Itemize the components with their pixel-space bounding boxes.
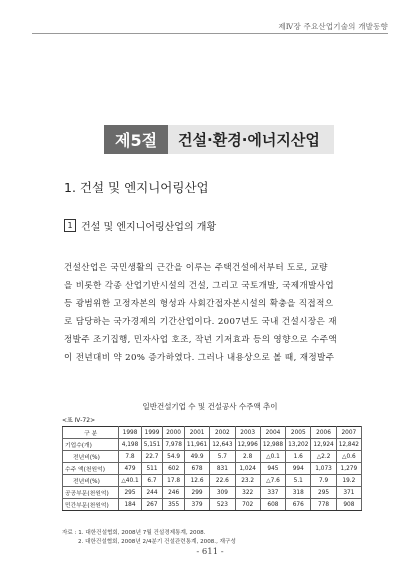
year-header: 2006: [311, 427, 336, 439]
table-cell: 11,961: [184, 439, 209, 451]
table-cell: 602: [163, 463, 185, 475]
table-cell: 5,151: [141, 439, 163, 451]
table-cell: △40.1: [119, 475, 141, 487]
table-cell: 4,198: [119, 439, 141, 451]
table-cell: △0.6: [336, 451, 361, 463]
year-header: 2005: [286, 427, 311, 439]
row-label: 민간부문(천원억): [63, 499, 119, 511]
table-cell: 267: [141, 499, 163, 511]
table-cell: 5.1: [286, 475, 311, 487]
body-line: 등 광범위한 고정자본의 형성과 사회간접자본시설의 확충을 직접적으: [64, 299, 334, 309]
table-cell: 12,842: [336, 439, 361, 451]
page-number: - 611 -: [196, 547, 224, 557]
row-label: 공공부문(천원억): [63, 487, 119, 499]
table-cell: 945: [260, 463, 285, 475]
source-line: 자료 : 1. 대한건설협회, 2008년 7월 건설경제통계, 2008.: [62, 530, 206, 536]
body-line: 로 담당하는 국가경제의 기간산업이다. 2007년도 국내 건설시장은 재: [64, 317, 337, 327]
year-header: 2007: [336, 427, 361, 439]
row-label: 수주 액(천원억): [63, 463, 119, 475]
table-cell: 299: [184, 487, 209, 499]
body-line: 정발주 조기집행, 민자사업 호조, 작년 기저효과 등의 영향으로 수주액: [64, 335, 338, 345]
table-cell: 1,279: [336, 463, 361, 475]
table-cell: 12,996: [235, 439, 260, 451]
year-header: 2004: [260, 427, 285, 439]
table-cell: 13,202: [286, 439, 311, 451]
table-cell: 778: [311, 499, 336, 511]
table-row: [63, 463, 362, 475]
source-line: 2. 대한건설협회, 2008년 2/4분기 건설관련통계, 2008., 재구성: [78, 539, 236, 545]
body-line: 을 비롯한 각종 산업기반시설의 건설, 그리고 국토개발, 국제개발사업: [64, 281, 334, 291]
table-cell: △2.2: [311, 451, 336, 463]
table-cell: 994: [286, 463, 311, 475]
table-cell: 479: [119, 463, 141, 475]
table-cell: 12,643: [210, 439, 235, 451]
body-paragraph: [64, 259, 364, 367]
table-cell: 1,073: [311, 463, 336, 475]
body-line: 이 전년대비 약 20% 증가하였다. 그러나 내용상으로 볼 때, 재정발주: [64, 353, 335, 363]
sub-heading-title: 건설 및 엔지니어링산업의 개황: [81, 222, 217, 233]
table-cell: 379: [184, 499, 209, 511]
table-cell: △0.1: [260, 451, 285, 463]
table-cell: 23.2: [235, 475, 260, 487]
table-cell: 1,024: [235, 463, 260, 475]
table-cell: 523: [210, 499, 235, 511]
table-cell: 511: [141, 463, 163, 475]
table-cell: 244: [141, 487, 163, 499]
table-cell: 295: [311, 487, 336, 499]
table-cell: 7,978: [163, 439, 185, 451]
table-cell: 337: [260, 487, 285, 499]
table-cell: 322: [235, 487, 260, 499]
running-header: 제Ⅳ장 주요산업기술의 개발동향: [278, 22, 388, 31]
statistics-table: [62, 426, 362, 511]
table-cell: 12,924: [311, 439, 336, 451]
table-cell: 318: [286, 487, 311, 499]
table-row: [63, 475, 362, 487]
table-cell: 295: [119, 487, 141, 499]
table-cell: 676: [286, 499, 311, 511]
table-sources: [62, 529, 236, 547]
table-cell: 908: [336, 499, 361, 511]
table-cell: 309: [210, 487, 235, 499]
section-name: 건설·환경·에너지산업: [168, 125, 334, 154]
section-number: 제5절: [104, 125, 168, 154]
table-cell: 7.8: [119, 451, 141, 463]
table-cell: 371: [336, 487, 361, 499]
row-label: 기업수(개): [63, 439, 119, 451]
table-cell: 355: [163, 499, 185, 511]
table-cell: 22.6: [210, 475, 235, 487]
table-cell: 22.7: [141, 451, 163, 463]
sub-heading: [64, 218, 216, 233]
table-cell: 54.9: [163, 451, 185, 463]
table-header-row: [63, 427, 362, 439]
year-header: 2001: [184, 427, 209, 439]
header-rule: [32, 33, 388, 34]
table-cell: 831: [210, 463, 235, 475]
sub-heading-number: 1: [64, 219, 76, 232]
table-cell: 19.2: [336, 475, 361, 487]
table-cell: 49.9: [184, 451, 209, 463]
table-cell: 608: [260, 499, 285, 511]
table-cell: 12,988: [260, 439, 285, 451]
table-cell: 246: [163, 487, 185, 499]
table-cell: 702: [235, 499, 260, 511]
table-cell: 1.6: [286, 451, 311, 463]
table-code: <표 Ⅳ-72>: [62, 417, 96, 424]
table-cell: 5.7: [210, 451, 235, 463]
table-cell: 7.9: [311, 475, 336, 487]
table-cell: 12.6: [184, 475, 209, 487]
table-title: 일반건설기업 수 및 건설공사 수주액 추이: [142, 402, 278, 411]
table-cell: 678: [184, 463, 209, 475]
table-cell: 17.8: [163, 475, 185, 487]
table-cell: △7.6: [260, 475, 285, 487]
table-row: [63, 499, 362, 511]
table-row: [63, 439, 362, 451]
table-header-label: 구 분: [63, 427, 119, 439]
table-cell: 184: [119, 499, 141, 511]
row-label: 전년비(%): [63, 451, 119, 463]
year-header: 2003: [235, 427, 260, 439]
table-cell: 2.8: [235, 451, 260, 463]
table-row: [63, 487, 362, 499]
table-cell: 6.7: [141, 475, 163, 487]
year-header: 1998: [119, 427, 141, 439]
year-header: 2000: [163, 427, 185, 439]
year-header: 2002: [210, 427, 235, 439]
section-title: [104, 125, 334, 154]
table-row: [63, 451, 362, 463]
row-label: 전년비(%): [63, 475, 119, 487]
chapter-heading: 1. 건설 및 엔지니어링산업: [64, 180, 209, 195]
year-header: 1999: [141, 427, 163, 439]
body-line: 건설산업은 국민생활의 근간을 이루는 주택건설에서부터 도로, 교량: [64, 263, 328, 273]
